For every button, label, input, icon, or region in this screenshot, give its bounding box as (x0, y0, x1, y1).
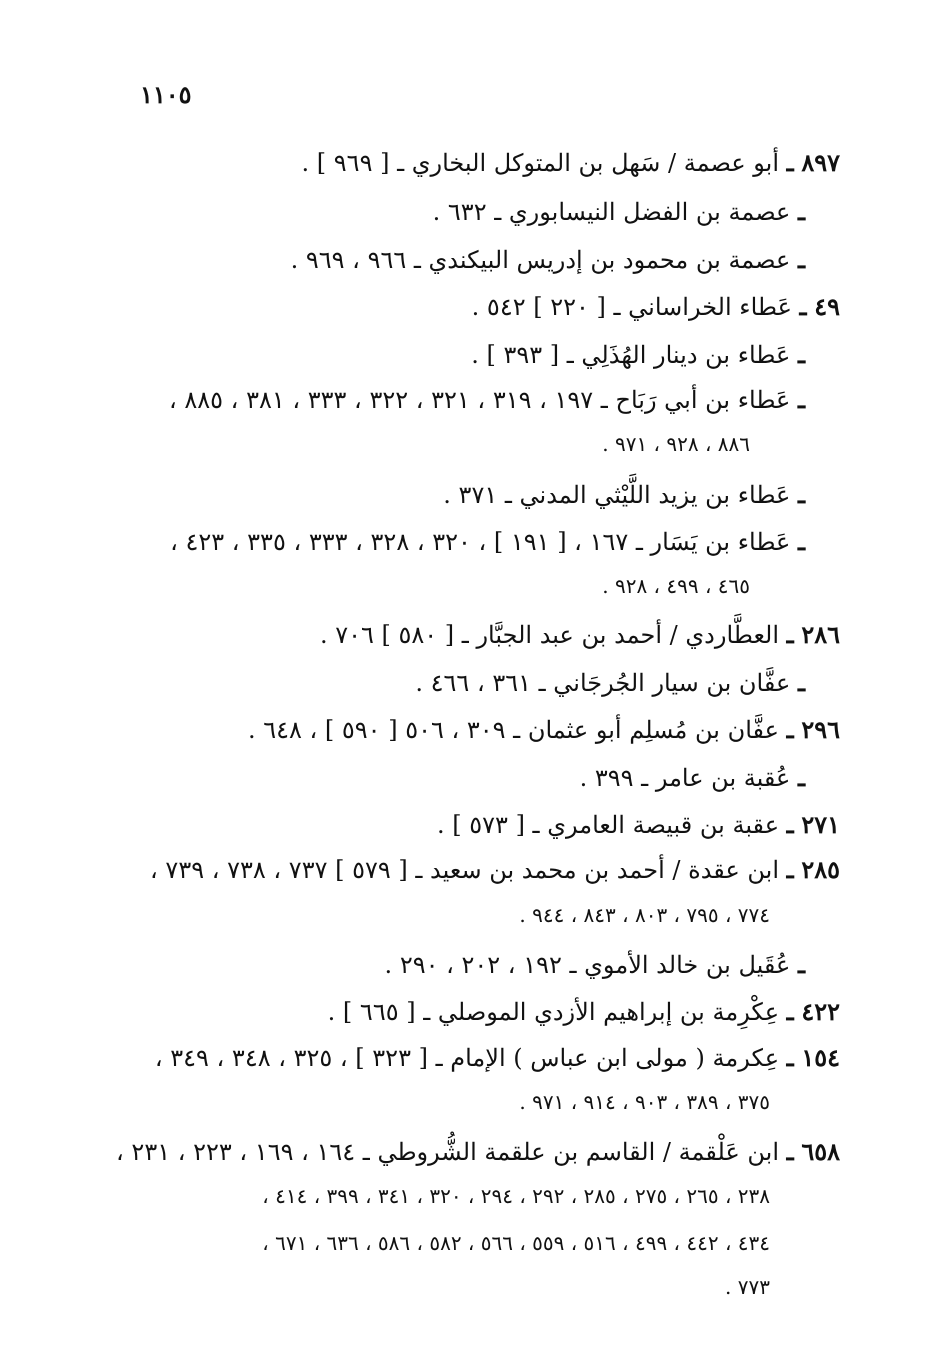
entry-dash: ـ (786, 1137, 794, 1166)
index-entry (437, 810, 840, 839)
index-entry-continuation (262, 1231, 770, 1255)
entry-text: ٣٧٥ ، ٣٨٩ ، ٩٠٣ ، ٩١٤ ، ٩٧١ . (519, 1090, 770, 1114)
entry-number: ٢٩٦ (801, 715, 840, 744)
index-entry (320, 620, 840, 649)
entry-text: ابن عَلْقمة / القاسم بن علقمة الشُّروطي ـ ١٦٤ ، ١٦٩ ، ٢٢٣ ، ٢٣١ ، (116, 1138, 780, 1166)
entry-text: عصمة بن الفضل النيسابوري ـ ٦٣٢ . (432, 198, 791, 226)
entry-number: ١٥٤ (801, 1043, 840, 1072)
entry-number: ٦٥٨ (801, 1137, 840, 1166)
entry-dash: ـ (797, 763, 805, 792)
entry-text: عُقبة بن عامر ـ ٣٩٩ . (579, 764, 791, 792)
index-entry-continuation (602, 574, 750, 598)
entry-text: أبو عصمة / سَهل بن المتوكل البخاري ـ [ ٩٦٩ ] . (301, 149, 780, 177)
index-entry (443, 480, 805, 509)
entry-text: عَطاء بن يَسَار ـ ١٦٧ ، [ ١٩١ ] ، ٣٢٠ ، ٣٢٨ ، ٣٣٣ ، ٣٣٥ ، ٤٢٣ ، (170, 528, 791, 556)
entry-text: ٤٦٥ ، ٤٩٩ ، ٩٢٨ . (602, 574, 750, 598)
index-entry (433, 197, 805, 226)
entry-text: ٨٨٦ ، ٩٢٨ ، ٩٧١ . (602, 432, 750, 456)
entry-text: ٧٧٣ . (725, 1275, 770, 1299)
entry-dash: ـ (797, 340, 805, 369)
entry-text: عَطاء بن يزيد اللَّيْثي المدني ـ ٣٧١ . (443, 481, 791, 509)
entry-dash: ـ (797, 527, 805, 556)
index-entry (248, 715, 840, 744)
index-entry (328, 997, 840, 1026)
index-entry-continuation (602, 432, 750, 456)
entry-dash: ـ (797, 245, 805, 274)
entry-text: ٤٣٤ ، ٤٤٢ ، ٤٩٩ ، ٥١٦ ، ٥٥٩ ، ٥٦٦ ، ٥٨٢ ، ٥٨٦ ، ٦٣٦ ، ٦٧١ ، (262, 1231, 770, 1255)
index-entry (471, 340, 805, 369)
entry-dash: ـ (797, 480, 805, 509)
index-entry-continuation (519, 1090, 770, 1114)
index-entry-continuation (519, 903, 770, 927)
entry-text: عَطاء بن دينار الهُذَلِي ـ [ ٣٩٣ ] . (471, 341, 791, 369)
entry-dash: ـ (786, 715, 794, 744)
index-entry (170, 527, 805, 556)
entry-text: عفَّان بن مُسلِم أبو عثمان ـ ٣٠٩ ، ٥٠٦ [ ٥٩٠ ] ، ٦٤٨ . (247, 716, 780, 744)
entry-number: ٢٧١ (801, 810, 840, 839)
index-entry (169, 385, 805, 414)
entry-text: ابن عقدة / أحمد بن محمد بن سعيد ـ [ ٥٧٩ ] ٧٣٧ ، ٧٣٨ ، ٧٣٩ ، (150, 856, 780, 884)
index-entry (415, 668, 805, 697)
entry-dash: ـ (786, 1043, 794, 1072)
entry-number: ٨٩٧ (801, 148, 840, 177)
entry-text: العطَّاردي / أحمد بن عبد الجبَّار ـ [ ٥٨٠ ] ٧٠٦ . (319, 621, 780, 649)
entry-text: ٧٧٤ ، ٧٩٥ ، ٨٠٣ ، ٨٤٣ ، ٩٤٤ . (519, 903, 770, 927)
index-entry (580, 763, 805, 792)
entry-dash: ـ (786, 620, 794, 649)
entry-dash: ـ (797, 950, 805, 979)
index-entry (472, 292, 840, 321)
entry-number: ٤٩ (814, 292, 840, 321)
entry-dash: ـ (797, 668, 805, 697)
entry-text: عَطاء الخراساني ـ [ ٢٢٠ ] ٥٤٢ . (471, 293, 792, 321)
entry-dash: ـ (799, 292, 807, 321)
entry-number: ٤٢٢ (801, 997, 840, 1026)
entry-text: عِكْرِمة بن إبراهيم الأزدي الموصلي ـ [ ٦٦٥ ] . (327, 998, 780, 1026)
entry-text: عصمة بن محمود بن إدريس البيكندي ـ ٩٦٦ ، ٩٦٩ . (290, 246, 791, 274)
entry-dash: ـ (786, 148, 794, 177)
entry-dash: ـ (786, 855, 794, 884)
entry-text: عَطاء بن أبي رَبَاح ـ ١٩٧ ، ٣١٩ ، ٣٢١ ، ٣٢٢ ، ٣٣٣ ، ٣٨١ ، ٨٨٥ ، (169, 386, 791, 414)
entry-dash: ـ (786, 810, 794, 839)
index-entry (116, 1137, 840, 1166)
page-number: ١١٠٥ (140, 80, 192, 109)
entry-dash: ـ (786, 997, 794, 1026)
entry-text: عفَّان بن سيار الجُرجَاني ـ ٣٦١ ، ٤٦٦ . (415, 669, 791, 697)
entry-text: عقبة بن قبيصة العامري ـ [ ٥٧٣ ] . (437, 811, 780, 839)
entry-text: عِكرمة ( مولى ابن عباس ) الإمام ـ [ ٣٢٣ ] ، ٣٢٥ ، ٣٤٨ ، ٣٤٩ ، (154, 1044, 780, 1072)
entry-text: ٢٣٨ ، ٢٦٥ ، ٢٧٥ ، ٢٨٥ ، ٢٩٢ ، ٢٩٤ ، ٣٢٠ ، ٣٤١ ، ٣٩٩ ، ٤١٤ ، (262, 1184, 770, 1208)
entry-dash: ـ (797, 197, 805, 226)
index-entry-continuation (262, 1184, 770, 1208)
entry-text: عُقَيل بن خالد الأموي ـ ١٩٢ ، ٢٠٢ ، ٢٩٠ . (384, 951, 791, 979)
index-entry (302, 148, 840, 177)
entry-dash: ـ (797, 385, 805, 414)
index-entry (150, 855, 840, 884)
index-entry (385, 950, 805, 979)
entry-number: ٢٨٦ (801, 620, 840, 649)
entry-number: ٢٨٥ (801, 855, 840, 884)
index-entry-continuation (725, 1275, 770, 1299)
index-entry (155, 1043, 840, 1072)
index-entry (291, 245, 805, 274)
